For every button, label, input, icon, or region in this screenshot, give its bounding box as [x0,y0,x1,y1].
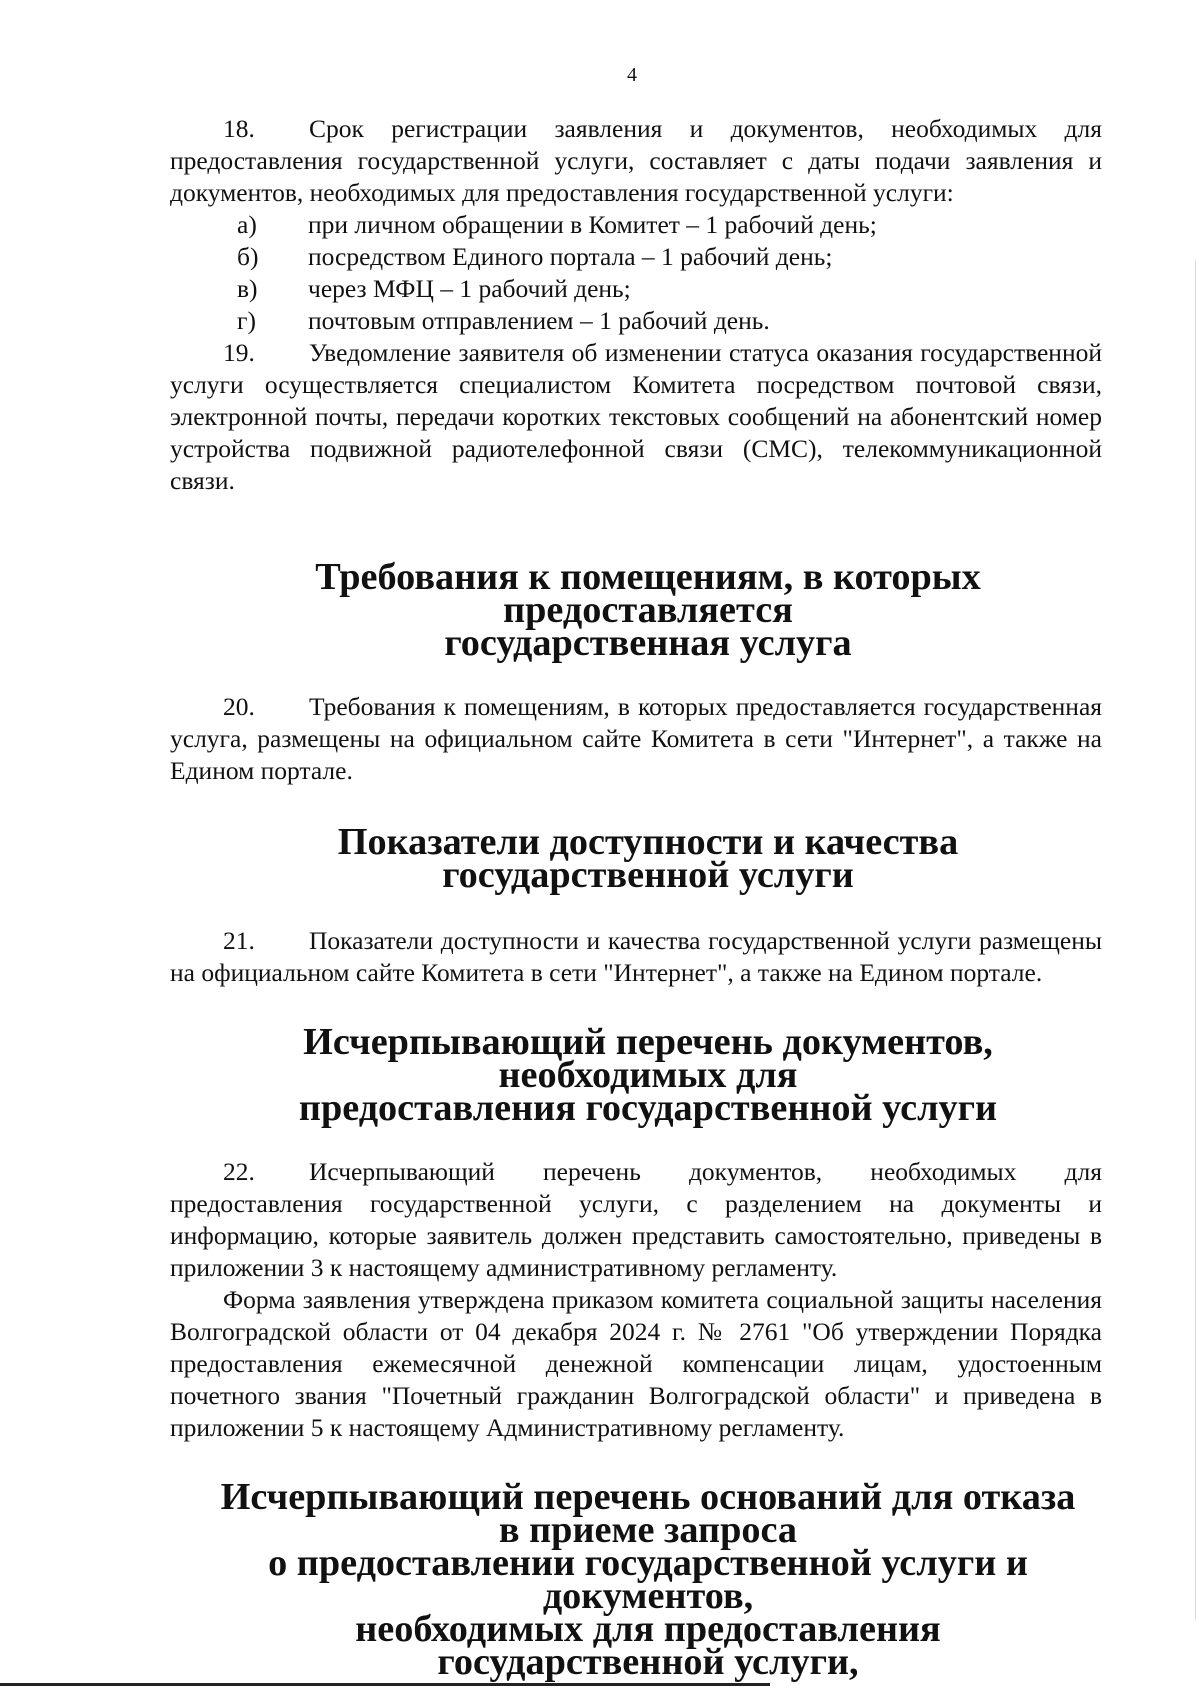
paragraph-text: Срок регистрации заявления и документов, необходимых для предоставления государственной услуги, составляет с даты подачи заявления и документов, необходимых для предоставления государственной услуги: [170,114,1102,207]
section-heading-refusal-grounds [170,1476,1102,1683]
list-item-text: при личном обращении в Комитет – 1 рабочий день; [308,210,877,239]
paragraph-number: 22. [223,1157,255,1186]
list-item [170,209,1102,241]
document-body [170,113,1102,1683]
list-item-text: посредством Единого портала – 1 рабочий день; [308,242,833,271]
list-item-text: через МФЦ – 1 рабочий день; [308,274,631,303]
paragraph-application-form: Форма заявления утверждена приказом комитета социальной защиты населения Волгоградской области от 04 декабря 2024 г. № 2761 "Об утверждении Порядка предоставления ежемесячной денежной компенсации лицам, удостоенным почетного звания "Почетный гражданин Волгоградской области" и приведена в приложении 5 к настоящему Административному регламенту. [170,1285,1102,1442]
section-heading-premises [170,556,1102,664]
section-heading-documents [170,1021,1102,1129]
heading-line: Исчерпывающий перечень оснований для отказа в приеме запроса [220,1476,1076,1551]
heading-line: Показатели доступности и качества государственной услуги [337,821,959,896]
list-item-letter: в) [237,274,258,303]
paragraph-19 [170,337,1102,497]
heading-line: о предоставлении государственной услуги и документов, [268,1542,1028,1617]
paragraph-number: 19. [223,338,255,367]
list-item-letter: г) [237,306,256,335]
heading-line: предоставления государственной услуги [298,1087,998,1129]
list-item [170,241,1102,273]
page-number: 4 [627,64,637,86]
paragraph-22 [170,1156,1102,1284]
heading-line: Исчерпывающий перечень документов, необходимых для [303,1021,993,1096]
paragraph-text: Показатели доступности и качества государственной услуги размещены на официальном сайте Комитета в сети "Интернет", а также на Едином портале. [170,926,1102,987]
paragraph-number: 18. [223,114,255,143]
list-item [170,273,1102,305]
list-item-text: почтовым отправлением – 1 рабочий день. [308,306,770,335]
paragraph-text: Исчерпывающий перечень документов, необходимых для предоставления государственной услуги, с разделением на документы и информацию, которые заявитель должен представить самостоятельно, приведены в приложении 3 к настоящему административному регламенту. [170,1157,1102,1282]
list-item [170,305,1102,337]
heading-line: Требования к помещениям, в которых предоставляется [315,556,981,631]
paragraph-text: Требования к помещениям, в которых предоставляется государственная услуга, размещены на официальном сайте Комитета в сети "Интернет", а также на Едином портале. [170,692,1102,785]
section-heading-indicators [170,821,1102,896]
paragraph-20 [170,691,1102,787]
scan-edge-line [1195,260,1196,1620]
heading-line: государственная услуга [444,622,852,664]
list-18 [170,209,1102,337]
paragraph-number: 21. [223,926,255,955]
paragraph-number: 20. [223,692,255,721]
list-item-letter: а) [237,210,257,239]
paragraph-21 [170,925,1102,989]
heading-line: необходимых для предоставления государственной услуги, [355,1608,941,1683]
list-item-letter: б) [237,242,259,271]
paragraph-text: Уведомление заявителя об изменении статуса оказания государственной услуги осуществляется специалистом Комитета посредством почтовой связи, электронной почты, передачи коротких текстовых сообщений на абонентский номер устройства подвижной радиотелефонной связи (СМС), телекоммуникационной связи. [170,338,1102,495]
bottom-rule [0,1683,770,1686]
paragraph-18 [170,113,1102,209]
